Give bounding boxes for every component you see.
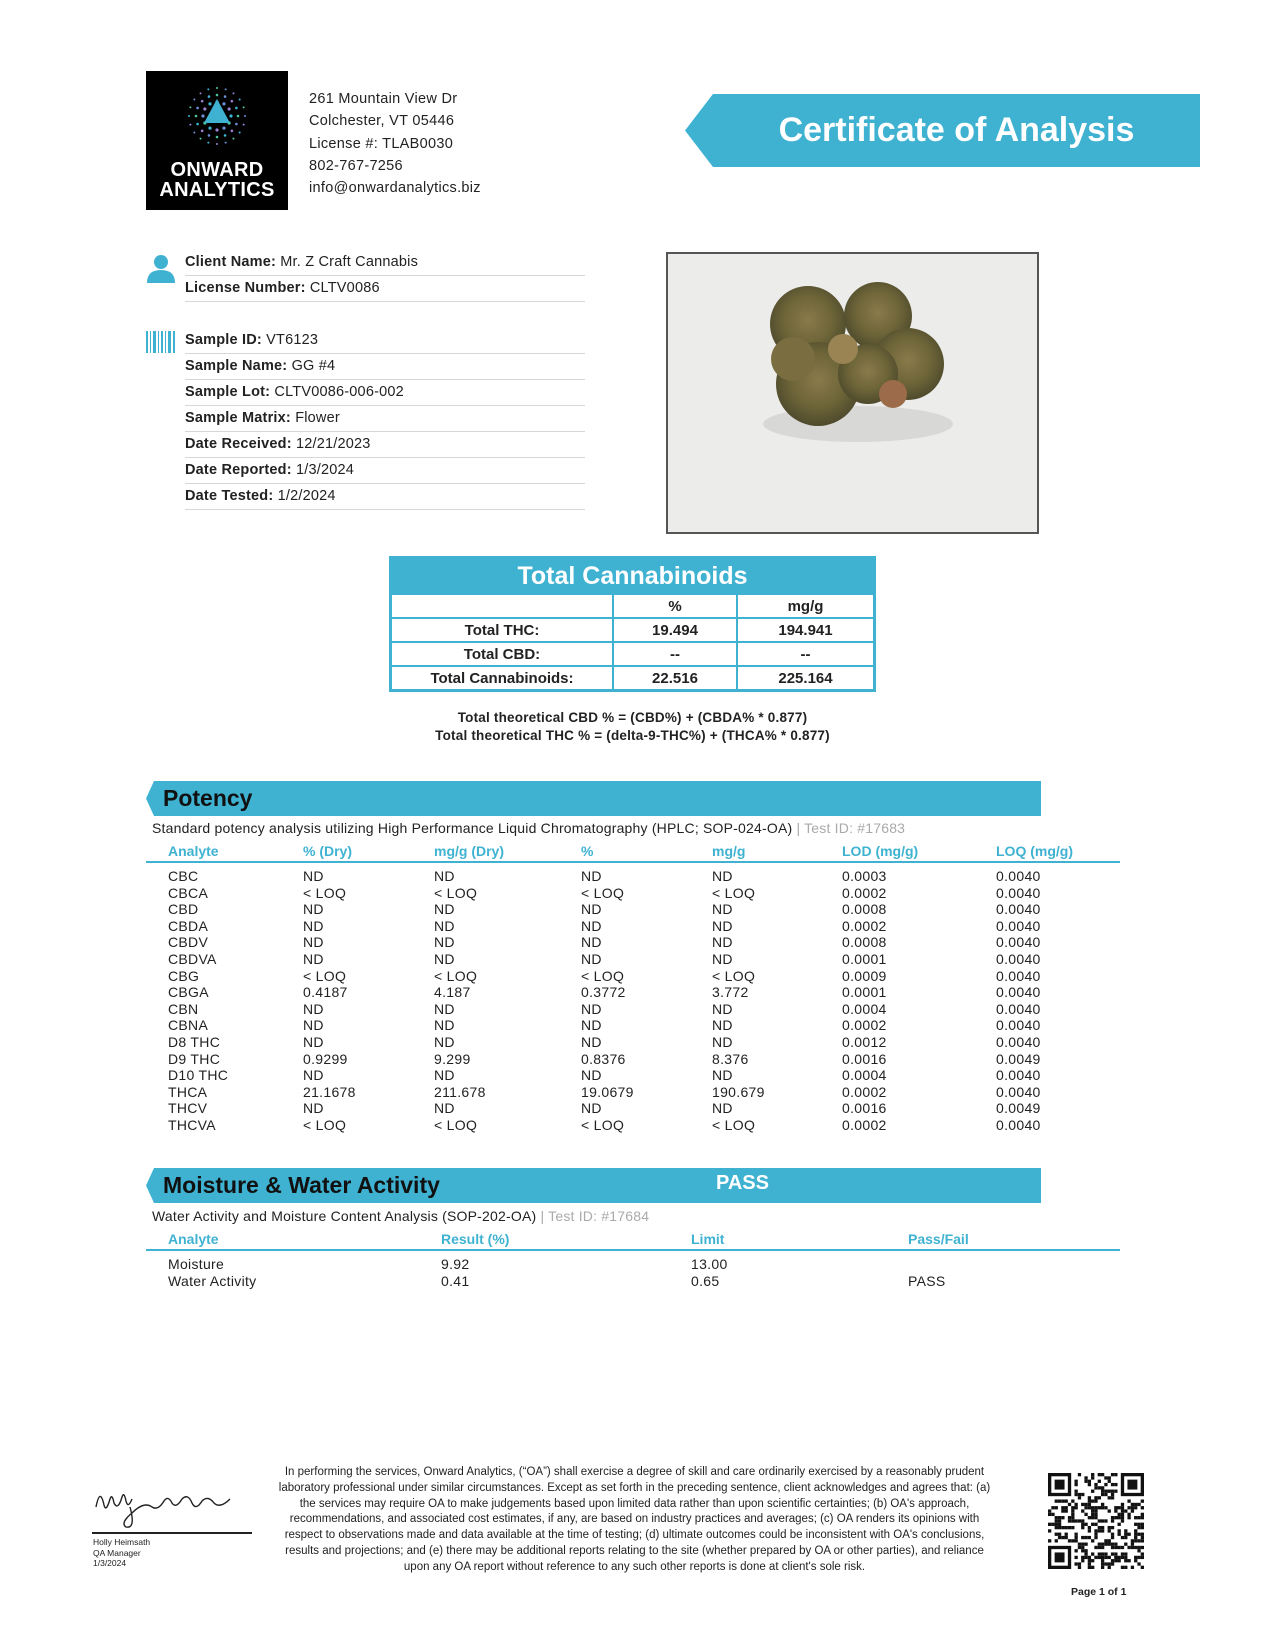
sample-field-row: [185, 328, 585, 354]
cell-value: 0.0040: [996, 917, 1041, 934]
row-label: Total CBD:: [392, 642, 613, 666]
signer-name: Holly Heimsath: [93, 1537, 151, 1547]
cell-value: 0.0040: [996, 1067, 1041, 1084]
logo-line2: ANALYTICS: [159, 179, 275, 201]
table-row: [146, 1067, 1120, 1084]
cell-value: 0.0002: [842, 1116, 887, 1133]
cell-value: ND: [712, 1067, 733, 1084]
row-label: Total THC:: [392, 618, 613, 642]
column-header: Result (%): [441, 1231, 510, 1247]
cell-value: < LOQ: [581, 884, 625, 901]
field-label: License Number:: [185, 280, 306, 296]
qr-code[interactable]: [1048, 1473, 1144, 1569]
analyte-name: THCA: [168, 1083, 208, 1100]
cell-value: 22.516: [613, 666, 737, 690]
cell-value: ND: [434, 934, 455, 951]
table-row: [392, 618, 873, 642]
cell-value: 3.772: [712, 984, 749, 1001]
field-label: Sample ID:: [185, 332, 262, 348]
moisture-status-badge: PASS: [716, 1172, 769, 1194]
sample-field-row: [185, 354, 585, 380]
column-header: mg/g: [737, 594, 873, 618]
analyte-name: CBNA: [168, 1017, 209, 1034]
column-header: %: [581, 843, 594, 859]
cell-value: < LOQ: [712, 967, 756, 984]
signature-block: [93, 1537, 150, 1569]
table-row: [146, 918, 1120, 935]
cell-value: 0.0001: [842, 984, 887, 1001]
cell-value: 0.0040: [996, 1083, 1041, 1100]
cell-value: 9.299: [434, 1050, 471, 1067]
field-value: CLTV0086: [309, 280, 380, 296]
cell-value: ND: [712, 950, 733, 967]
signature-line: [92, 1532, 252, 1534]
analyte-name: CBG: [168, 967, 200, 984]
field-label: Date Tested:: [185, 488, 274, 504]
field-value: 12/21/2023: [296, 436, 371, 452]
cell-value: 0.41: [441, 1272, 470, 1289]
cell-value: ND: [581, 1000, 602, 1017]
cell-value: ND: [712, 868, 733, 884]
cell-value: ND: [712, 1100, 733, 1117]
cell-value: ND: [434, 917, 455, 934]
field-label: Sample Lot:: [185, 384, 271, 400]
field-label: Sample Matrix:: [185, 410, 291, 426]
cell-value: 0.0004: [842, 1067, 887, 1084]
field-value: GG #4: [291, 358, 336, 374]
column-header: LOD (mg/g): [842, 843, 919, 859]
cell-value: 0.0002: [842, 1083, 887, 1100]
cell-value: ND: [303, 1017, 324, 1034]
cell-value: < LOQ: [712, 884, 756, 901]
address-line: 261 Mountain View Dr: [309, 91, 458, 107]
cell-value: < LOQ: [303, 884, 347, 901]
field-value: CLTV0086-006-002: [274, 384, 404, 400]
signature-image: [92, 1477, 242, 1532]
cell-value: ND: [581, 868, 602, 884]
cell-value: ND: [712, 917, 733, 934]
cell-value: < LOQ: [434, 884, 478, 901]
table-row: [146, 1256, 1120, 1273]
column-header: %: [613, 594, 737, 618]
sample-field-row: [185, 432, 585, 458]
cell-value: ND: [581, 901, 602, 918]
email-link[interactable]: info@onwardanalytics.biz: [309, 180, 481, 197]
table-row: [146, 901, 1120, 918]
total-cannabinoids-title: Total Cannabinoids: [392, 559, 873, 593]
cell-value: < LOQ: [303, 967, 347, 984]
analyte-name: CBDV: [168, 934, 209, 951]
cell-value: ND: [712, 1000, 733, 1017]
cell-value: ND: [581, 1017, 602, 1034]
cell-value: 0.0040: [996, 1000, 1041, 1017]
cell-value: 0.0002: [842, 917, 887, 934]
column-header: Limit: [691, 1231, 725, 1247]
column-header: LOQ (mg/g): [996, 843, 1073, 859]
sample-field-row: [185, 458, 585, 484]
field-value: Flower: [295, 410, 340, 426]
cell-value: --: [737, 642, 873, 666]
cell-value: ND: [303, 1000, 324, 1017]
company-logo: [146, 71, 288, 210]
column-header: Analyte: [168, 1231, 219, 1247]
analyte-name: CBCA: [168, 884, 209, 901]
cell-value: < LOQ: [581, 967, 625, 984]
analyte-name: CBDVA: [168, 950, 217, 967]
cell-value: ND: [303, 901, 324, 918]
cell-value: < LOQ: [581, 1116, 625, 1133]
cell-value: ND: [434, 868, 455, 884]
signer-role: QA Manager: [93, 1547, 141, 1558]
cell-value: PASS: [908, 1272, 946, 1289]
column-header: mg/g: [712, 843, 746, 859]
table-row: [146, 1051, 1120, 1068]
field-value: Mr. Z Craft Cannabis: [280, 254, 419, 270]
cell-value: ND: [712, 901, 733, 918]
analyte-name: D9 THC: [168, 1050, 221, 1067]
table-row: [146, 1117, 1120, 1134]
sample-field-row: [185, 406, 585, 432]
potency-banner: [146, 781, 1041, 816]
cell-value: ND: [581, 1033, 602, 1050]
cell-value: ND: [434, 901, 455, 918]
table-row: [146, 934, 1120, 951]
cell-value: 0.0001: [842, 950, 887, 967]
table-row: [146, 868, 1120, 885]
cell-value: 0.0040: [996, 884, 1041, 901]
analyte-name: Water Activity: [168, 1272, 257, 1289]
cell-value: ND: [712, 1017, 733, 1034]
cell-value: 4.187: [434, 984, 471, 1001]
cell-value: 0.65: [691, 1272, 720, 1289]
cell-value: ND: [434, 1100, 455, 1117]
table-row: [146, 885, 1120, 902]
moisture-description: [152, 1208, 649, 1224]
cell-value: 0.4187: [303, 984, 348, 1001]
potency-table-body: [146, 868, 1120, 1134]
address-line: Colchester, VT 05446: [309, 113, 455, 130]
column-header: mg/g (Dry): [434, 843, 504, 859]
address-line: License #: TLAB0030: [309, 135, 454, 152]
cell-value: 0.0040: [996, 967, 1041, 984]
cell-value: 0.0003: [842, 868, 887, 884]
cell-value: 0.0002: [842, 884, 887, 901]
analyte-name: CBD: [168, 901, 199, 918]
cell-value: ND: [581, 917, 602, 934]
document-title: Certificate of Analysis: [778, 111, 1135, 149]
table-row: [146, 1084, 1120, 1101]
cell-value: 0.0040: [996, 1017, 1041, 1034]
cell-value: 0.9299: [303, 1050, 348, 1067]
cell-value: 0.0009: [842, 967, 887, 984]
field-value: VT6123: [266, 332, 319, 348]
sample-field-row: [185, 380, 585, 406]
cell-value: 0.0012: [842, 1033, 887, 1050]
field-label: Client Name:: [185, 254, 277, 270]
moisture-table-body: [146, 1256, 1120, 1289]
cell-value: ND: [712, 1033, 733, 1050]
table-row: [146, 1017, 1120, 1034]
potency-header-row: [146, 843, 1120, 863]
table-row: [392, 666, 873, 690]
table-row: [146, 968, 1120, 985]
cell-value: ND: [712, 934, 733, 951]
cell-value: ND: [303, 1067, 324, 1084]
cell-value: 19.0679: [581, 1083, 634, 1100]
column-header: % (Dry): [303, 843, 353, 859]
cell-value: 0.8376: [581, 1050, 626, 1067]
page-number: Page 1 of 1: [1071, 1586, 1127, 1598]
cell-value: ND: [434, 1067, 455, 1084]
analyte-name: CBN: [168, 1000, 199, 1017]
logo-dots-icon: [182, 81, 252, 151]
description-text: Standard potency analysis utilizing High Performance Liquid Chromatography (HPLC; SOP-024-OA): [152, 820, 793, 836]
cell-value: 19.494: [613, 618, 737, 642]
cell-value: 0.3772: [581, 984, 626, 1001]
field-label: Sample Name:: [185, 358, 288, 374]
field-label: Date Reported:: [185, 462, 292, 478]
cell-value: 0.0049: [996, 1050, 1041, 1067]
cell-value: 0.0008: [842, 934, 887, 951]
cell-value: 0.0016: [842, 1100, 887, 1117]
cell-value: ND: [303, 1100, 324, 1117]
cell-value: ND: [303, 950, 324, 967]
analyte-name: CBGA: [168, 984, 209, 1001]
cell-value: 0.0040: [996, 901, 1041, 918]
cell-value: 0.0008: [842, 901, 887, 918]
cell-value: ND: [303, 1033, 324, 1050]
sample-field-row: [185, 484, 585, 510]
table-row: [146, 1034, 1120, 1051]
cell-value: 8.376: [712, 1050, 749, 1067]
cell-value: 0.0040: [996, 950, 1041, 967]
cell-value: < LOQ: [303, 1116, 347, 1133]
empty-cell: [392, 594, 613, 618]
cell-value: 194.941: [737, 618, 873, 642]
cell-value: --: [613, 642, 737, 666]
moisture-header-row: [146, 1231, 1120, 1251]
column-header: Analyte: [168, 843, 219, 859]
barcode-icon: [146, 331, 176, 353]
cell-value: 0.0040: [996, 934, 1041, 951]
sample-photo: [666, 252, 1039, 534]
disclaimer-text: In performing the services, Onward Analytics, (“OA”) shall exercise a degree of skill and care ordinarily exercised by a reasonably prudent laboratory professional under similar circumstances. Except as set forth in the preceding sentence, client acknowledges and agrees that: (a) the services may require OA to make judgements based upon limited data rather than upon scientific certainties; (b) OA's approach, recommendations, and associated cost estimates, if any, are based on industry practices and averages; (c) OA renders its opinions with respect to observations made and data available at the time of testing; (d) ultimate outcomes could be inconsistent with OA's conclusions, results and projections; and (e) there may be additional reports relating to the site (whether prepared by OA or other parties), and reliance upon any OA report without reference to any such other reports is done at client's sole risk.: [278, 1466, 991, 1573]
cell-value: < LOQ: [712, 1116, 756, 1133]
cell-value: 0.0040: [996, 1116, 1041, 1133]
analyte-name: THCV: [168, 1100, 208, 1117]
cell-value: ND: [303, 868, 324, 884]
cell-value: < LOQ: [434, 1116, 478, 1133]
cell-value: ND: [434, 1000, 455, 1017]
field-value: 1/2/2024: [277, 488, 336, 504]
phone: 802-767-7256: [309, 157, 403, 174]
column-header: Pass/Fail: [908, 1231, 969, 1247]
lab-address: [309, 88, 481, 199]
row-label: Total Cannabinoids:: [392, 666, 613, 690]
cell-value: ND: [581, 950, 602, 967]
cell-value: 0.0040: [996, 984, 1041, 1001]
table-row: [146, 1273, 1120, 1290]
license-number-row: [185, 276, 585, 302]
table-row: [146, 1001, 1120, 1018]
field-label: Date Received:: [185, 436, 292, 452]
description-text: Water Activity and Moisture Content Analysis (SOP-202-OA): [152, 1208, 537, 1224]
cell-value: < LOQ: [434, 967, 478, 984]
cell-value: 0.0016: [842, 1050, 887, 1067]
moisture-title: Moisture & Water Activity: [163, 1172, 440, 1198]
cell-value: 0.0040: [996, 868, 1041, 884]
table-row: [392, 642, 873, 666]
formula-thc: Total theoretical THC % = (delta-9-THC%) + (THCA% * 0.877): [435, 728, 830, 743]
table-row: [146, 1100, 1120, 1117]
cell-value: ND: [581, 1067, 602, 1084]
analyte-name: Moisture: [168, 1256, 225, 1272]
person-icon: [146, 253, 176, 283]
cell-value: ND: [303, 917, 324, 934]
table-row: [146, 951, 1120, 968]
analyte-name: CBDA: [168, 917, 209, 934]
analyte-name: THCVA: [168, 1116, 216, 1133]
table-header-row: [392, 594, 873, 618]
formula-cbd: Total theoretical CBD % = (CBD%) + (CBDA% * 0.877): [457, 710, 808, 725]
cell-value: ND: [581, 1100, 602, 1117]
cell-value: 21.1678: [303, 1083, 356, 1100]
cell-value: ND: [434, 1033, 455, 1050]
analyte-name: D8 THC: [168, 1033, 221, 1050]
client-name-row: [185, 250, 585, 276]
potency-title: Potency: [163, 785, 253, 811]
cell-value: 225.164: [737, 666, 873, 690]
analyte-name: CBC: [168, 868, 199, 884]
table-row: [146, 984, 1120, 1001]
analyte-name: D10 THC: [168, 1067, 229, 1084]
cell-value: ND: [434, 950, 455, 967]
test-id: | Test ID: #17684: [540, 1208, 650, 1224]
cell-value: ND: [303, 934, 324, 951]
test-id: | Test ID: #17683: [796, 820, 906, 836]
cell-value: 0.0002: [842, 1017, 887, 1034]
logo-line1: ONWARD: [170, 159, 264, 181]
cell-value: 9.92: [441, 1256, 470, 1272]
total-cannabinoids-table: [389, 556, 876, 692]
signature-date: 1/3/2024: [93, 1558, 127, 1568]
field-value: 1/3/2024: [295, 462, 355, 478]
cell-value: 211.678: [434, 1083, 486, 1100]
cell-value: 0.0049: [996, 1100, 1041, 1117]
cell-value: ND: [434, 1017, 455, 1034]
cell-value: 13.00: [691, 1256, 728, 1272]
cell-value: 190.679: [712, 1083, 765, 1100]
cell-value: ND: [581, 934, 602, 951]
cell-value: 0.0040: [996, 1033, 1041, 1050]
cell-value: 0.0004: [842, 1000, 887, 1017]
potency-description: [152, 820, 905, 836]
